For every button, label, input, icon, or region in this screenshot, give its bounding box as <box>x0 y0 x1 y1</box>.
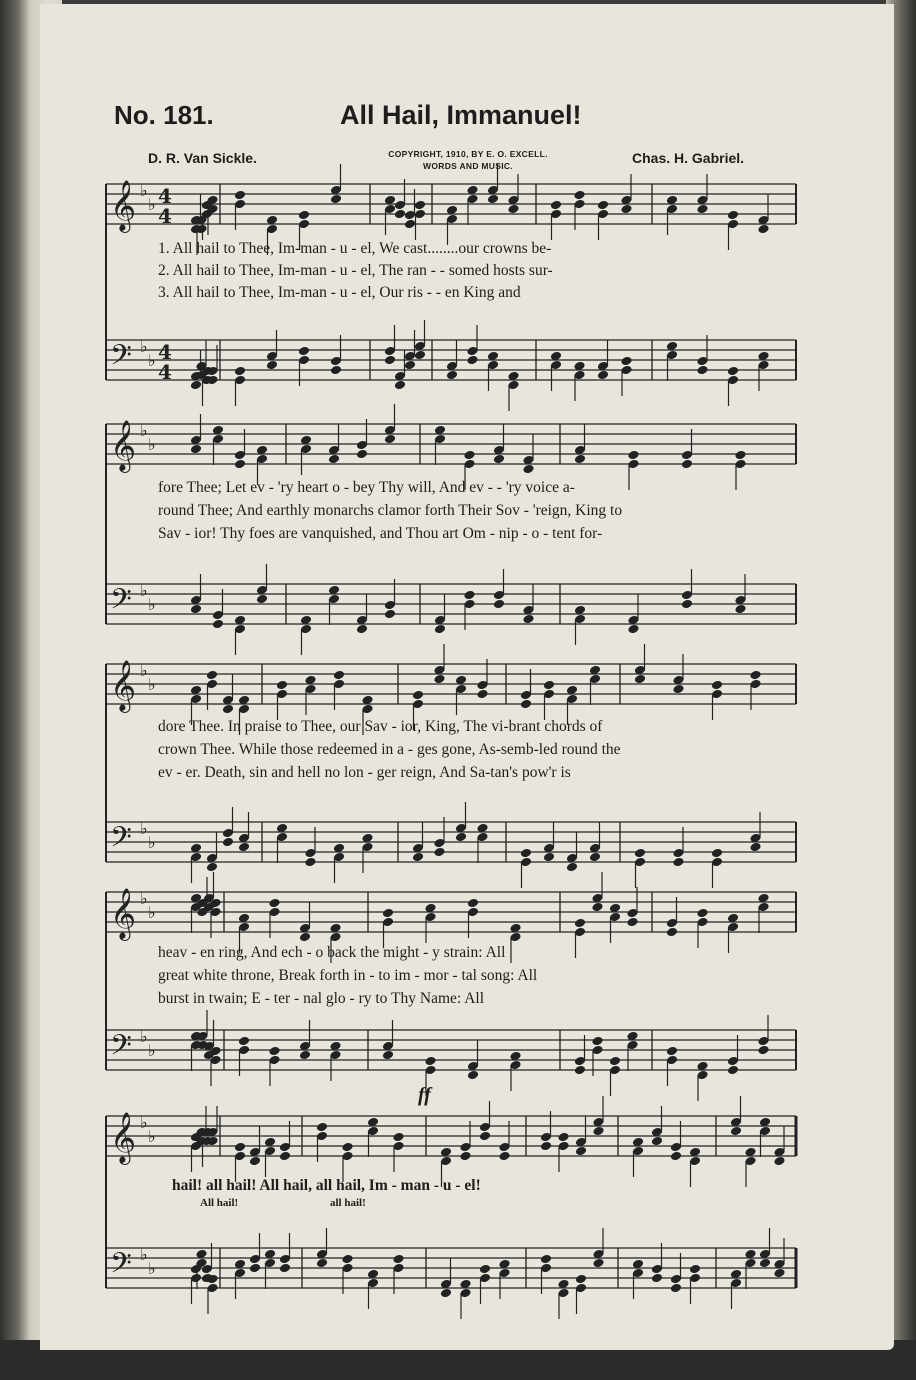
note-head <box>479 1131 491 1142</box>
note-head <box>634 674 646 685</box>
note-head <box>234 459 246 470</box>
note-head <box>592 1126 604 1137</box>
treble-clef: 𝄞 <box>110 180 137 231</box>
note-head <box>404 360 416 371</box>
note-head <box>414 200 426 211</box>
note-head <box>404 219 416 230</box>
flat-sign: ♭ <box>148 351 156 370</box>
note-head <box>591 902 603 913</box>
note-head <box>341 1254 353 1265</box>
bass-response-2: all hail! <box>330 1197 366 1209</box>
note-head <box>634 848 646 859</box>
note-head <box>730 1126 742 1137</box>
note-head <box>356 449 368 460</box>
note-head <box>566 862 578 873</box>
note-head <box>672 857 684 868</box>
bass-response-1: All hail! <box>200 1197 239 1209</box>
note-head <box>507 204 519 215</box>
note-head <box>487 194 499 205</box>
verse-line-3: ev - er. Death, sin and hell no lon - ger reign, And Sa-tan's pow'r is <box>158 764 571 781</box>
note-head <box>384 434 396 445</box>
flat-sign: ♭ <box>148 1041 156 1060</box>
note-head <box>384 355 396 366</box>
note-head <box>757 1045 769 1056</box>
note-head <box>479 1264 491 1275</box>
note-head <box>734 604 746 615</box>
note-head <box>550 200 562 211</box>
note-head <box>212 619 224 630</box>
note-head <box>620 204 632 215</box>
note-head <box>666 1046 678 1057</box>
note-head <box>341 1142 353 1153</box>
flat-sign: ♭ <box>140 819 148 838</box>
note-head <box>759 1258 771 1269</box>
verse-line-1: heav - en ring, And ech - o back the might - y strain: All <box>158 944 506 961</box>
copyright-line: COPYRIGHT, 1910, BY E. O. EXCELL. <box>388 149 548 159</box>
note-head <box>627 450 639 461</box>
note-head <box>394 380 406 391</box>
note-head <box>446 370 458 381</box>
time-signature-top: 4 <box>158 184 172 208</box>
note-head <box>424 1056 436 1067</box>
note-head <box>268 1046 280 1057</box>
note-head <box>412 690 424 701</box>
note-head <box>440 1288 452 1299</box>
note-head <box>455 832 467 843</box>
verse-line-1: dore Thee. In praise to Thee, our Sav - ior, King, The vi-brant chords of <box>158 718 603 735</box>
flat-sign: ♭ <box>148 435 156 454</box>
note-head <box>540 1254 552 1265</box>
note-head <box>575 1274 587 1285</box>
note-head <box>696 204 708 215</box>
note-head <box>330 194 342 205</box>
note-head <box>467 898 479 909</box>
time-signature-bottom: 4 <box>158 360 172 384</box>
note-head <box>574 918 586 929</box>
treble-clef: 𝄞 <box>110 888 137 939</box>
note-head <box>609 1056 621 1067</box>
note-head <box>190 444 202 455</box>
note-head <box>394 209 406 220</box>
note-head <box>234 1142 246 1153</box>
note-head <box>476 689 488 700</box>
note-head <box>651 1136 663 1147</box>
note-head <box>711 848 723 859</box>
time-signature-bottom: 4 <box>158 204 172 228</box>
note-head <box>276 680 288 691</box>
composer-credit: Chas. H. Gabriel. <box>632 150 745 166</box>
note-head <box>493 454 505 465</box>
note-head <box>498 1151 510 1162</box>
flat-sign: ♭ <box>140 337 148 356</box>
note-head <box>356 624 368 635</box>
note-head <box>206 670 218 681</box>
note-head <box>256 594 268 605</box>
treble-clef: 𝄞 <box>110 420 137 471</box>
note-head <box>382 1050 394 1061</box>
verse-line-1: 1. All hail to Thee, Im-man - u - el, We cast........our crowns be- <box>158 240 552 257</box>
flat-sign: ♭ <box>140 1245 148 1264</box>
bass-clef: 𝄢 <box>110 1247 132 1287</box>
note-head <box>749 842 761 853</box>
note-head <box>589 852 601 863</box>
note-head <box>238 842 250 853</box>
note-head <box>234 366 246 377</box>
dynamic-ff: ff <box>418 1084 431 1106</box>
note-head <box>773 1156 785 1167</box>
flat-sign: ♭ <box>148 195 156 214</box>
verse-line-3: burst in twain; E - ter - nal glo - ry to Thy Name: All <box>158 990 485 1007</box>
flat-sign: ♭ <box>140 661 148 680</box>
flat-sign: ♭ <box>140 889 148 908</box>
note-head <box>734 450 746 461</box>
note-head <box>279 1263 291 1274</box>
note-head <box>543 680 555 691</box>
note-head <box>412 852 424 863</box>
note-head <box>574 1065 586 1076</box>
note-head <box>330 365 342 376</box>
verse-line-1: fore Thee; Let ev - 'ry heart o - bey Thy will, And ev - - 'ry voice a- <box>158 479 575 496</box>
note-head <box>689 1264 701 1275</box>
time-signature-top: 4 <box>158 340 172 364</box>
note-head <box>463 590 475 601</box>
verse-line-3: Sav - ior! Thy foes are vanquished, and Thou art Om - nip - o - tent for- <box>158 525 603 542</box>
lyricist-credit: D. R. Van Sickle. <box>148 150 257 166</box>
flat-sign: ♭ <box>140 421 148 440</box>
verse-line-3: 3. All hail to Thee, Im-man - u - el, Our ris - - en King and <box>158 284 521 301</box>
note-head <box>190 380 202 391</box>
note-head <box>681 599 693 610</box>
note-head <box>592 1258 604 1269</box>
note-head <box>414 350 426 361</box>
refrain-line: hail! all hail! All hail, all hail, Im - man - u - el! <box>172 1177 481 1194</box>
flat-sign: ♭ <box>148 903 156 922</box>
note-head <box>522 464 534 475</box>
note-head <box>328 454 340 465</box>
note-head <box>666 927 678 938</box>
note-head <box>434 624 446 635</box>
note-head <box>467 1070 479 1081</box>
note-head <box>392 1254 404 1265</box>
note-head <box>304 857 316 868</box>
note-head <box>463 450 475 461</box>
note-head <box>681 459 693 470</box>
note-head <box>316 1258 328 1269</box>
flat-sign: ♭ <box>140 181 148 200</box>
flat-sign: ♭ <box>148 595 156 614</box>
note-head <box>672 684 684 695</box>
note-head <box>574 454 586 465</box>
flat-sign: ♭ <box>148 1127 156 1146</box>
note-head <box>711 680 723 691</box>
note-head <box>206 862 218 873</box>
note-head <box>696 908 708 919</box>
treble-clef: 𝄞 <box>110 660 137 711</box>
note-head <box>384 609 396 620</box>
note-head <box>773 1268 785 1279</box>
flat-sign: ♭ <box>140 1113 148 1132</box>
note-head <box>597 370 609 381</box>
note-head <box>316 1122 328 1133</box>
note-head <box>333 670 345 681</box>
note-head <box>651 1273 663 1284</box>
note-head <box>540 1141 552 1152</box>
note-head <box>234 190 246 201</box>
note-head <box>249 1263 261 1274</box>
verse-line-2: 2. All hail to Thee, Im-man - u - el, The ran - - somed hosts sur- <box>158 262 553 279</box>
note-head <box>222 837 234 848</box>
note-head <box>190 604 202 615</box>
note-head <box>433 674 445 685</box>
note-head <box>727 366 739 377</box>
note-head <box>298 346 310 357</box>
note-head <box>222 704 234 715</box>
note-head <box>522 614 534 625</box>
note-head <box>459 1151 471 1162</box>
bass-clef: 𝄢 <box>110 1029 132 1069</box>
flat-sign: ♭ <box>140 1027 148 1046</box>
note-head <box>299 1050 311 1061</box>
note-head <box>727 1065 739 1076</box>
note-head <box>299 932 311 943</box>
hymnal-page <box>40 4 894 1350</box>
note-head <box>433 847 445 858</box>
note-head <box>597 200 609 211</box>
note-head <box>238 1036 250 1047</box>
note-head <box>573 190 585 201</box>
bass-clef: 𝄢 <box>110 583 132 623</box>
note-head <box>279 1151 291 1162</box>
note-head <box>727 210 739 221</box>
hymn-number: No. 181. <box>114 100 214 130</box>
treble-clef: 𝄞 <box>110 1112 137 1163</box>
note-head <box>557 1132 569 1143</box>
note-head <box>493 599 505 610</box>
note-head <box>627 624 639 635</box>
note-head <box>392 1132 404 1143</box>
verse-line-2: great white throne, Break forth in - to im - mor - tal song: All <box>158 967 538 984</box>
flat-sign: ♭ <box>148 833 156 852</box>
copyright-line: WORDS AND MUSIC. <box>423 161 513 171</box>
note-head <box>749 670 761 681</box>
flat-sign: ♭ <box>148 675 156 694</box>
hymn-title: All Hail, Immanuel! <box>340 100 582 130</box>
verse-line-2: round Thee; And earthly monarchs clamor forth Their Sov - 'reign, King to <box>158 502 623 519</box>
bass-clef: 𝄢 <box>110 339 132 379</box>
note-head <box>382 908 394 919</box>
bass-clef: 𝄢 <box>110 821 132 861</box>
flat-sign: ♭ <box>148 1259 156 1278</box>
note-head <box>466 355 478 366</box>
note-head <box>575 1146 587 1157</box>
note-head <box>268 898 280 909</box>
verse-line-2: crown Thee. While those redeemed in a - ges gone, As-semb-led round the <box>158 741 621 758</box>
note-head <box>520 848 532 859</box>
music-notation <box>40 4 894 1350</box>
note-head <box>543 852 555 863</box>
note-head <box>520 699 532 710</box>
note-head <box>298 210 310 221</box>
flat-sign: ♭ <box>140 581 148 600</box>
note-head <box>626 917 638 928</box>
note-head <box>670 1283 682 1294</box>
note-head <box>696 365 708 376</box>
note-head <box>757 224 769 235</box>
note-head <box>591 1036 603 1047</box>
note-head <box>620 356 632 367</box>
note-head <box>249 1156 261 1167</box>
note-head <box>266 360 278 371</box>
note-head <box>670 1151 682 1162</box>
